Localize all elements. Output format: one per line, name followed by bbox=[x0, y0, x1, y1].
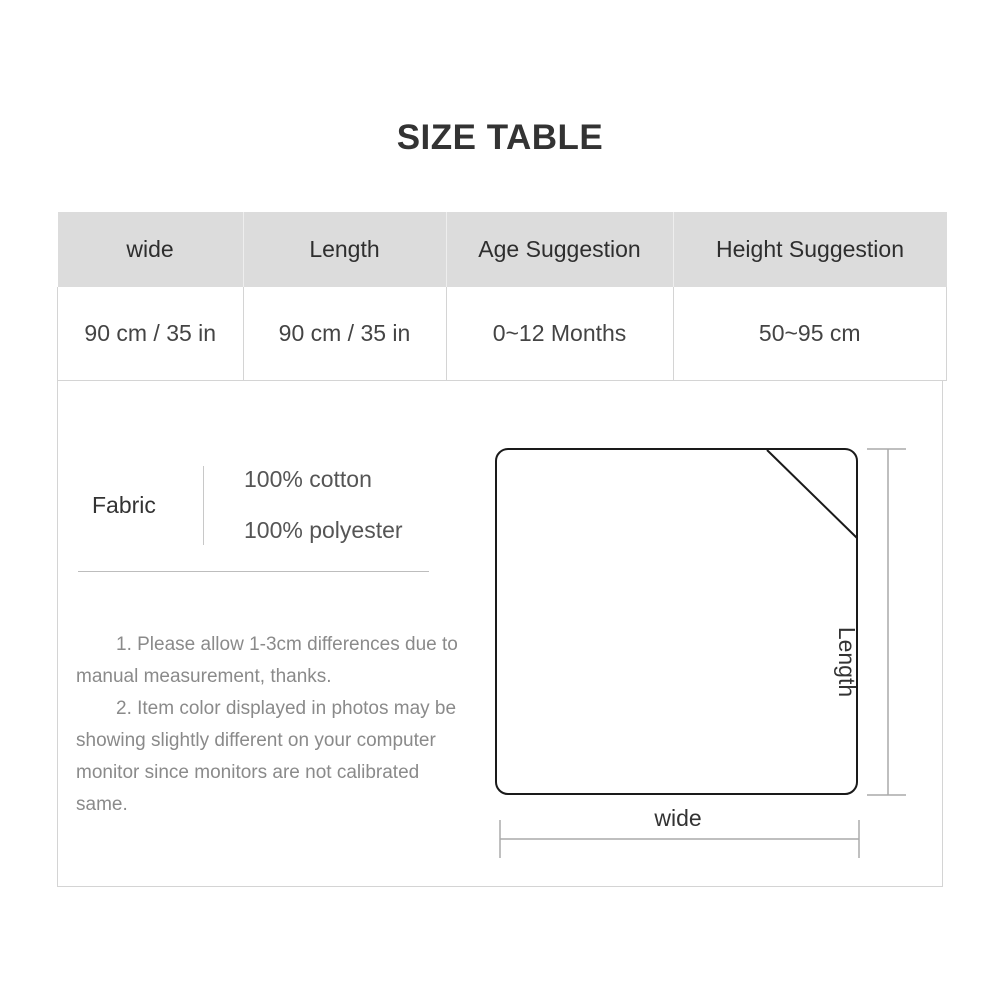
cell-length: 90 cm / 35 in bbox=[243, 287, 446, 381]
cell-age-suggestion: 0~12 Months bbox=[446, 287, 673, 381]
column-header-wide: wide bbox=[58, 212, 244, 287]
cell-height-suggestion: 50~95 cm bbox=[673, 287, 947, 381]
fabric-value-polyester: 100% polyester bbox=[244, 517, 403, 543]
column-header-height-suggestion: Height Suggestion bbox=[673, 212, 947, 287]
cell-wide: 90 cm / 35 in bbox=[58, 287, 244, 381]
size-diagram bbox=[58, 381, 942, 886]
table-header-row bbox=[58, 212, 947, 287]
column-header-age-suggestion: Age Suggestion bbox=[446, 212, 673, 287]
note-item: 1. Please allow 1-3cm differences due to manual measurement, thanks. bbox=[76, 634, 458, 687]
table-row bbox=[58, 287, 947, 381]
info-panel bbox=[57, 381, 943, 887]
column-header-length: Length bbox=[243, 212, 446, 287]
fabric-value-cotton: 100% cotton bbox=[244, 466, 372, 492]
blanket-outline bbox=[496, 449, 857, 794]
fabric-label: Fabric bbox=[92, 492, 156, 518]
size-table bbox=[57, 212, 947, 381]
diagram-wide-label: wide bbox=[654, 805, 702, 831]
page-title: SIZE TABLE bbox=[396, 118, 604, 157]
diagram-length-label: Length bbox=[834, 626, 860, 698]
note-item: 2. Item color displayed in photos may be showing slightly different on your computer monitor since monitors are not calibrated same. bbox=[76, 698, 457, 815]
